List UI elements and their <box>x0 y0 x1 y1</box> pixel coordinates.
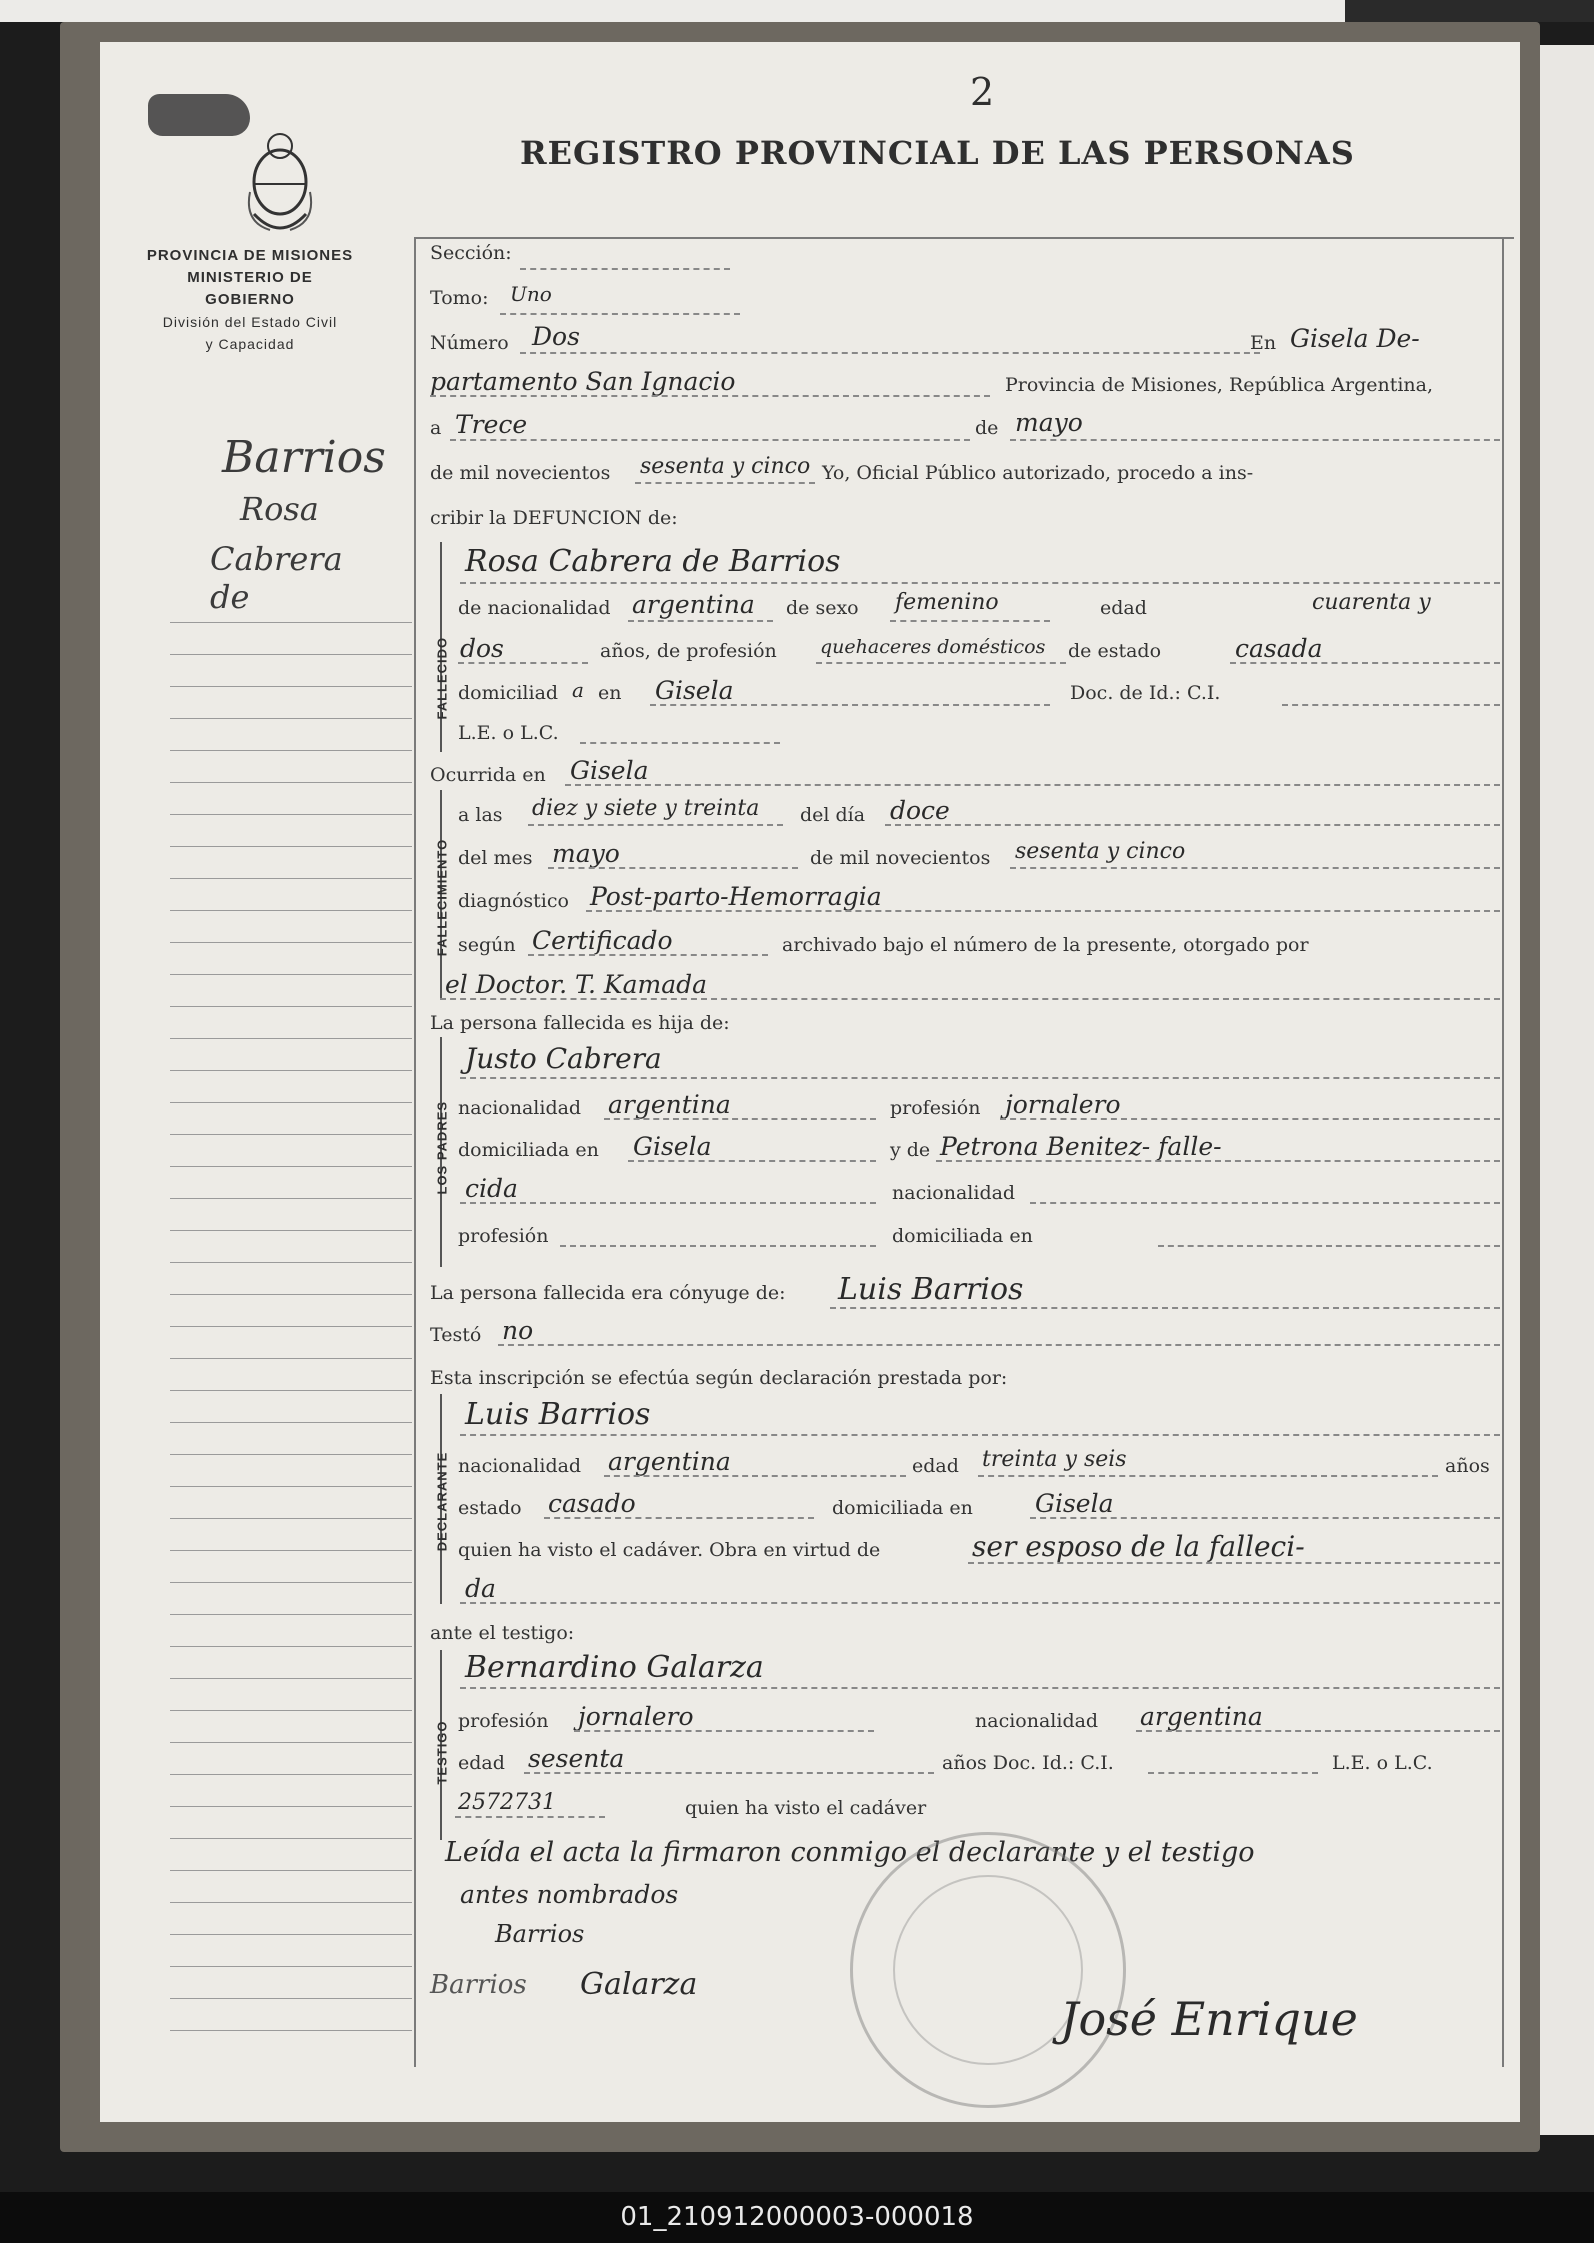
fallecido-edad-label: edad <box>1100 597 1147 619</box>
declarante-nacionalidad: argentina <box>608 1447 731 1476</box>
signature-declarante-1: Barrios <box>495 1920 585 1948</box>
declarante-virtud-cont: da <box>465 1574 496 1603</box>
official-stamp-inner-ring <box>893 1875 1083 2065</box>
testigo-nombre-line <box>460 1687 1500 1689</box>
otorgado-line <box>440 998 1500 1000</box>
fallecido-sexo-line <box>890 620 1050 622</box>
conyuge-line <box>830 1307 1500 1309</box>
testigo-doc-label: años Doc. Id.: C.I. <box>942 1752 1114 1774</box>
margin-rule-line <box>170 1038 412 1039</box>
margin-rule-line <box>170 1742 412 1743</box>
madre-nombre-line <box>936 1160 1500 1162</box>
declarante-estado: casado <box>548 1489 636 1518</box>
fallecimiento-mes-line <box>548 867 798 869</box>
signature-declarante-2: Barrios <box>430 1970 527 2000</box>
en-label: En <box>1250 332 1277 354</box>
madre-nombre-cont: cida <box>465 1174 518 1203</box>
testigo-intro: ante el testigo: <box>430 1622 575 1644</box>
declarante-nacionalidad-line <box>604 1475 906 1477</box>
mes-line <box>1010 439 1500 441</box>
margin-rule-line <box>170 1294 412 1295</box>
margin-rule-line <box>170 974 412 975</box>
madre-nacionalidad-label: nacionalidad <box>892 1182 1016 1204</box>
testigo-profesion-line <box>574 1730 874 1732</box>
de-label: de <box>975 417 999 439</box>
dia-value: Trece <box>455 410 528 439</box>
declarante-domicilio: Gisela <box>1035 1489 1114 1518</box>
fallecimiento-label: FALLECIMIENTO <box>434 838 450 957</box>
anio-value: sesenta y cinco <box>640 454 811 479</box>
declarante-nombre-line <box>460 1434 1500 1436</box>
margin-rule-line <box>170 750 412 751</box>
fallecido-sexo-label: de sexo <box>786 597 859 619</box>
testigo-doc-numero-line <box>455 1816 605 1818</box>
testigo-le-label: L.E. o L.C. <box>1332 1752 1433 1774</box>
margin-rule-line <box>170 1358 412 1359</box>
top-edge <box>0 0 1594 22</box>
declarante-virtud-cont-line <box>460 1602 1500 1604</box>
margin-rule-line <box>170 2030 412 2031</box>
provincia-text: Provincia de Misiones, República Argentina, <box>1005 374 1434 396</box>
authority-ministry: MINISTERIO DE GOBIERNO <box>187 269 313 308</box>
fallecimiento-section <box>418 790 448 1000</box>
margin-rule-line <box>170 1902 412 1903</box>
form-right-border <box>1502 237 1504 2067</box>
fallecimiento-mes: mayo <box>552 839 620 868</box>
fallecido-en-label: en <box>598 682 622 704</box>
testigo-nacionalidad-line <box>1136 1730 1500 1732</box>
madre-nacionalidad-line <box>1030 1202 1500 1204</box>
padre-nacionalidad: argentina <box>608 1090 731 1119</box>
fallecido-le-label: L.E. o L.C. <box>458 722 559 744</box>
a-label: a <box>430 417 442 439</box>
margin-rule-line <box>170 1198 412 1199</box>
fallecimiento-anio: sesenta y cinco <box>1015 839 1186 864</box>
margin-column <box>130 292 388 2042</box>
otorgado-value: el Doctor. T. Kamada <box>445 970 708 999</box>
testigo-edad: sesenta <box>528 1744 625 1773</box>
testigo-nacionalidad: argentina <box>1140 1702 1263 1731</box>
declarante-edad-label: edad <box>912 1455 959 1477</box>
padre-domicilio-label: domiciliada en <box>458 1139 599 1161</box>
padre-nacionalidad-label: nacionalidad <box>458 1097 582 1119</box>
margin-rule-line <box>170 1774 412 1775</box>
ink-blot <box>148 94 250 136</box>
fallecido-estado-label: de estado <box>1068 640 1162 662</box>
declarante-intro: Esta inscripción se efectúa según declaración prestada por: <box>430 1367 1008 1389</box>
declarante-domicilio-label: domiciliada en <box>832 1497 973 1519</box>
testo-label: Testó <box>430 1324 482 1346</box>
archivado-text: archivado bajo el número de la presente, otorgado por <box>782 934 1309 956</box>
signature-testigo: Galarza <box>580 1967 698 2002</box>
margin-rule-line <box>170 1806 412 1807</box>
form-top-border <box>414 237 1514 239</box>
authority-province: PROVINCIA DE MISIONES <box>146 247 354 264</box>
fallecimiento-hora: diez y siete y treinta <box>532 796 760 821</box>
testigo-nombre: Bernardino Galarza <box>465 1650 764 1685</box>
ocurrida-line <box>565 784 1500 786</box>
declarante-nombre: Luis Barrios <box>465 1397 651 1432</box>
en-value: Gisela De- <box>1290 324 1420 353</box>
margin-rule-line <box>170 1646 412 1647</box>
testigo-profesion-label: profesión <box>458 1710 549 1732</box>
padres-intro: La persona fallecida es hija de: <box>430 1012 730 1034</box>
register-page <box>100 42 1520 2122</box>
madre-profesion-label: profesión <box>458 1225 549 1247</box>
fallecido-label: FALLECIDO <box>434 636 450 720</box>
margin-rule-line <box>170 846 412 847</box>
margin-rule-line <box>170 1262 412 1263</box>
declarante-edad: treinta y seis <box>982 1447 1127 1472</box>
testigo-visto-label: quien ha visto el cadáver <box>685 1797 927 1819</box>
page-title: REGISTRO PROVINCIAL DE LAS PERSONAS <box>520 134 1355 172</box>
fallecido-profesion-line <box>816 662 1066 664</box>
testigo-section <box>418 1650 448 1840</box>
margin-rule-line <box>170 1390 412 1391</box>
declarante-edad-line <box>978 1475 1438 1477</box>
testigo-label: TESTIGO <box>434 1720 450 1785</box>
declarante-nacionalidad-label: nacionalidad <box>458 1455 582 1477</box>
testigo-doc-numero: 2572731 <box>458 1790 556 1815</box>
anio-prefix: de mil novecientos <box>430 462 611 484</box>
segun-line <box>528 954 768 956</box>
margin-rule-line <box>170 1966 412 1967</box>
authority-capacity: y Capacidad <box>205 336 295 352</box>
fallecimiento-anio-line <box>1010 867 1500 869</box>
madre-nombre: Petrona Benitez- falle- <box>940 1132 1222 1161</box>
padres-label: LOS PADRES <box>434 1100 450 1195</box>
testo-line <box>498 1344 1500 1346</box>
margin-rule-line <box>170 718 412 719</box>
testigo-edad-line <box>524 1772 934 1774</box>
fallecido-le-line <box>580 742 780 744</box>
conyuge-value: Luis Barrios <box>838 1272 1024 1307</box>
form-left-border <box>414 237 416 2067</box>
seccion-label: Sección: <box>430 242 512 264</box>
dia-line <box>450 439 970 441</box>
fallecimiento-dia-label: del día <box>800 804 866 826</box>
margin-rule-line <box>170 1550 412 1551</box>
closing-line-1: Leída el acta la firmaron conmigo el declarante y el testigo <box>445 1837 1255 1868</box>
fallecido-domiciliado-suffix: a <box>572 678 584 702</box>
padres-section <box>418 1037 448 1267</box>
page-number: 2 <box>970 70 995 114</box>
fallecido-estado-line <box>1230 662 1500 664</box>
margin-rule-line <box>170 1614 412 1615</box>
padre-nacionalidad-line <box>604 1118 876 1120</box>
margin-rule-line <box>170 1838 412 1839</box>
ocurrida-label: Ocurrida en <box>430 764 546 786</box>
anio-line <box>635 482 815 484</box>
fallecimiento-dia: doce <box>890 796 950 825</box>
declarante-estado-label: estado <box>458 1497 522 1519</box>
margin-rule-line <box>170 1326 412 1327</box>
testigo-profesion: jornalero <box>578 1702 694 1731</box>
authority-division: División del Estado Civil <box>162 314 338 330</box>
fallecido-nombre-line <box>460 582 1500 584</box>
margin-rule-line <box>170 1230 412 1231</box>
image-identifier: 01_210912000003-000018 <box>0 2192 1594 2243</box>
seccion-line <box>520 268 730 270</box>
tomo-label: Tomo: <box>430 287 489 309</box>
padre-domicilio-line <box>628 1160 876 1162</box>
segun-value: Certificado <box>532 926 673 955</box>
closing-line-2: antes nombrados <box>460 1880 679 1909</box>
fallecido-nacionalidad-line <box>628 620 773 622</box>
margin-rule-line <box>170 782 412 783</box>
margin-rule-line <box>170 1582 412 1583</box>
fallecimiento-hora-line <box>528 824 783 826</box>
margin-rule-line <box>170 878 412 879</box>
mes-value: mayo <box>1015 408 1083 437</box>
madre-domicilio-label: domiciliada en <box>892 1225 1033 1247</box>
margin-rule-line <box>170 1518 412 1519</box>
inscribir-text: cribir la DEFUNCION de: <box>430 507 678 529</box>
madre-domicilio-line <box>1158 1245 1500 1247</box>
testigo-edad-label: edad <box>458 1752 505 1774</box>
fallecimiento-hora-label: a las <box>458 804 503 826</box>
margin-rule-line <box>170 1678 412 1679</box>
numero-line <box>520 352 1260 354</box>
margin-rule-line <box>170 622 412 623</box>
margin-rule-line <box>170 1454 412 1455</box>
fallecido-sexo: femenino <box>895 590 999 615</box>
declarante-domicilio-line <box>1030 1517 1500 1519</box>
testigo-doc-line <box>1148 1772 1318 1774</box>
padre-domicilio: Gisela <box>633 1132 712 1161</box>
margin-rule-line <box>170 1070 412 1071</box>
madre-profesion-line <box>560 1245 876 1247</box>
declarante-anios-label: años <box>1445 1455 1490 1477</box>
madre-label: y de <box>890 1139 931 1161</box>
signature-oficial: José Enrique <box>1060 1992 1358 2046</box>
fallecido-doc-line <box>1282 704 1500 706</box>
declarante-section <box>418 1394 448 1604</box>
fallecido-domiciliado-label: domiciliad <box>458 682 559 704</box>
declarante-label: DECLARANTE <box>434 1451 450 1552</box>
fallecimiento-anio-label: de mil novecientos <box>810 847 991 869</box>
fallecido-estado: casada <box>1235 634 1323 663</box>
fallecimiento-mes-label: del mes <box>458 847 533 869</box>
declarante-visto-label: quien ha visto el cadáver. Obra en virtud de <box>458 1539 881 1561</box>
margin-rule-line <box>170 1870 412 1871</box>
margin-rule-line <box>170 910 412 911</box>
numero-value: Dos <box>532 322 580 351</box>
numero-label: Número <box>430 332 509 354</box>
declarante-virtud: ser esposo de la falleci- <box>972 1530 1305 1563</box>
fallecimiento-dia-line <box>885 824 1500 826</box>
fallecido-nacionalidad-label: de nacionalidad <box>458 597 611 619</box>
padre-nombre: Justo Cabrera <box>465 1042 662 1075</box>
margin-rule-line <box>170 1934 412 1935</box>
margin-rule-line <box>170 1006 412 1007</box>
margin-first-name: Rosa <box>240 490 319 528</box>
en-value-cont: partamento San Ignacio <box>430 367 736 396</box>
fallecido-edad: cuarenta y <box>1312 590 1431 615</box>
margin-rule-line <box>170 942 412 943</box>
fallecido-domicilio-line <box>650 704 1050 706</box>
fallecido-nombre: Rosa Cabrera de Barrios <box>465 544 841 579</box>
fallecido-edad-line <box>458 662 588 664</box>
fallecido-domicilio: Gisela <box>655 676 734 705</box>
margin-rule-line <box>170 686 412 687</box>
fallecido-nacionalidad: argentina <box>632 590 755 619</box>
declarante-estado-line <box>544 1517 814 1519</box>
margin-rule-line <box>170 1710 412 1711</box>
margin-surname: Barrios <box>222 432 386 483</box>
padre-profesion-line <box>1000 1118 1500 1120</box>
tomo-value: Uno <box>510 282 552 306</box>
margin-maiden-name: Cabrera de <box>210 540 343 616</box>
padre-profesion: jornalero <box>1005 1090 1121 1119</box>
testigo-nacionalidad-label: nacionalidad <box>975 1710 1099 1732</box>
margin-rule-line <box>170 1998 412 1999</box>
madre-cont-line <box>460 1202 876 1204</box>
diagnostico-value: Post-parto-Hemorragia <box>590 882 882 911</box>
diagnostico-label: diagnóstico <box>458 890 569 912</box>
margin-rule-line <box>170 1102 412 1103</box>
segun-label: según <box>458 934 516 956</box>
fallecido-section <box>418 542 448 752</box>
fallecido-anios-profesion-label: años, de profesión <box>600 640 777 662</box>
margin-rule-line <box>170 1486 412 1487</box>
official-stamp <box>850 1832 1126 2108</box>
testo-value: no <box>502 1316 534 1345</box>
fallecido-doc-label: Doc. de Id.: C.I. <box>1070 682 1221 704</box>
oficial-text: Yo, Oficial Público autorizado, procedo a ins- <box>822 462 1254 484</box>
top-edge-dark <box>1345 0 1594 22</box>
fallecido-profesion: quehaceres domésticos <box>820 636 1046 658</box>
padre-nombre-line <box>460 1077 1500 1079</box>
padre-profesion-label: profesión <box>890 1097 981 1119</box>
declarante-virtud-line <box>968 1562 1500 1564</box>
tomo-line <box>500 313 740 315</box>
ocurrida-value: Gisela <box>570 756 649 785</box>
diagnostico-line <box>586 910 1500 912</box>
conyuge-label: La persona fallecida era cónyuge de: <box>430 1282 786 1304</box>
margin-rule-line <box>170 814 412 815</box>
margin-rule-line <box>170 1422 412 1423</box>
margin-rule-line <box>170 654 412 655</box>
margin-rule-line <box>170 1134 412 1135</box>
en-line <box>430 395 990 397</box>
margin-rule-line <box>170 1166 412 1167</box>
fallecido-edad-cont: dos <box>460 634 504 663</box>
